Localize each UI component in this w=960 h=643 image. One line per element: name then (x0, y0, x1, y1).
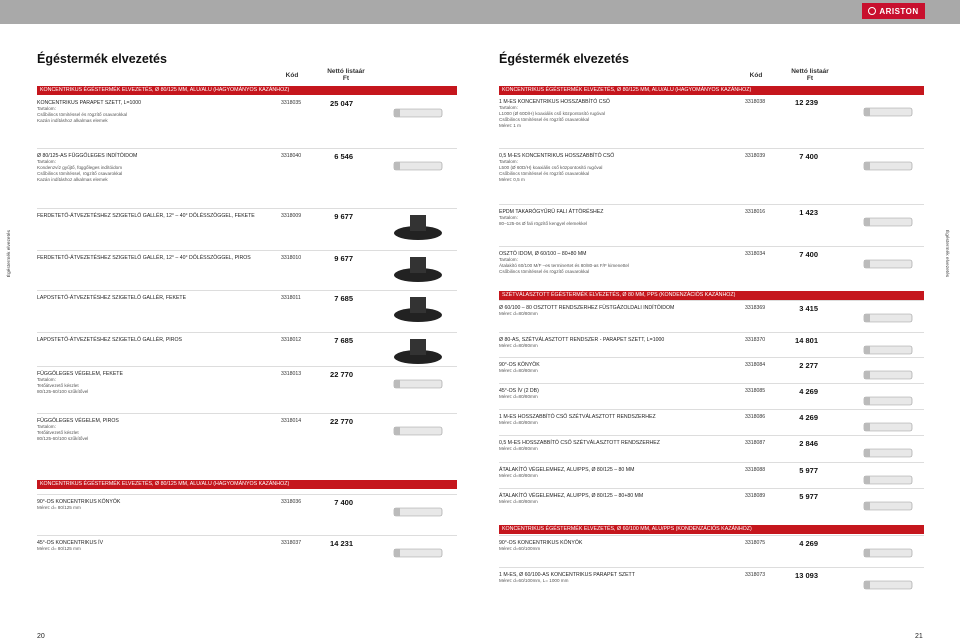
product-detail: L500 (Ø 60D/H) koaxiális cső központosító rugóval (499, 165, 603, 171)
product-image (858, 151, 918, 181)
product-image (858, 438, 918, 468)
product-code: 3318073 (745, 572, 766, 578)
product-name: 45°-OS KONCENTRIKUS ÍV (37, 540, 104, 546)
right-product-item (499, 572, 635, 584)
product-detail: Méret: d=60/100mm, L= 1000 mm (499, 578, 569, 584)
product-name: FERDETETŐ-ÁTVEZETÉSHEZ SZIGETELŐ GALLÉR, 12° – 40° DŐLÉSSZÖGGEL, FEKETE (37, 213, 255, 219)
product-name: FÜGGŐLEGES VÉGELEM, PIROS (37, 418, 119, 424)
left-product-item (37, 213, 255, 219)
row-separator (499, 246, 924, 247)
product-image (388, 497, 448, 527)
row-separator (37, 332, 457, 333)
product-code: 3318088 (745, 467, 766, 473)
product-price: 7 685 (334, 336, 353, 345)
product-detail: Méret: 0,5 m (499, 176, 525, 182)
product-image (858, 491, 918, 521)
product-price: 22 770 (330, 370, 353, 379)
product-price: 1 423 (799, 208, 818, 217)
product-code: 3318036 (281, 499, 302, 505)
product-detail: Méret: d=80/80mm (499, 420, 538, 426)
product-detail: Méret: d=80/80mm (499, 343, 538, 349)
product-image (858, 97, 918, 127)
section-band-right-3: KONCENTRIKUS ÉGÉSTERMÉK ELVEZETÉS, Ø 60/100 MM, ALU/PPS (KONDENZÁCIÓS KAZÁNHOZ) (499, 525, 924, 534)
product-code: 3318089 (745, 493, 766, 499)
product-detail: Méret: d= 80/125 mm (37, 546, 81, 552)
product-price: 4 269 (799, 539, 818, 548)
product-name: FERDETETŐ-ÁTVEZETÉSHEZ SZIGETELŐ GALLÉR, 12° – 40° DŐLÉSSZÖGGEL, PIROS (37, 255, 251, 261)
side-label-left: Égéstermék elvezetés (7, 230, 12, 278)
product-name: Ø 60/100 – 80 OSZTOTT RENDSZERHEZ FÜSTGÁZOLDALI INDÍTÓIDOM (499, 305, 675, 311)
product-name: LAPOSTETŐ-ÁTVEZETÉSHEZ SZIGETELŐ GALLÉR, FEKETE (37, 295, 187, 301)
product-price: 14 231 (330, 539, 353, 548)
product-detail: Méret: d=80/80mm (499, 394, 538, 400)
product-name: 1 M-ES, Ø 60/100-AS KONCENTRIKUS PARAPET SZETT (499, 572, 635, 578)
col-price-right: Nettó listaár Ft (791, 68, 829, 82)
product-code: 3318075 (745, 540, 766, 546)
row-separator (37, 250, 457, 251)
product-detail: Csőbilincs tömítéssel és rögzítő csavarokkal (499, 269, 590, 274)
left-product-item (37, 371, 123, 395)
product-price: 7 400 (799, 152, 818, 161)
product-name: FÜGGŐLEGES VÉGELEM, FEKETE (37, 371, 123, 377)
product-name: 1 M-ES KONCENTRIKUS HOSSZABBÍTÓ CSŐ (499, 99, 610, 105)
row-separator (499, 300, 924, 301)
product-name: Ø 80/125-AS FÜGGŐLEGES INDÍTÓIDOM (37, 153, 138, 159)
product-detail: Tetőátvezető készlet (37, 383, 79, 389)
left-product-item (37, 540, 103, 552)
top-bar (0, 0, 960, 24)
row-separator (499, 204, 924, 205)
product-detail: Méret: d=80/80mm (499, 499, 538, 505)
product-price: 7 685 (334, 294, 353, 303)
product-name: ÁTALAKÍTÓ VÉGELEMHEZ, ALU/PPS, Ø 80/125 – 80+80 MM (499, 493, 644, 499)
product-price: 25 047 (330, 99, 353, 108)
right-product-item (499, 540, 582, 552)
col-price-left: Nettó listaár Ft (327, 68, 365, 82)
page-title-right: Égéstermék elvezetés (499, 52, 629, 66)
product-name: OSZTÓ IDOM, Ø 60/100 – 80+80 MM (499, 251, 587, 257)
product-image (388, 98, 448, 128)
right-product-item (499, 337, 664, 349)
product-detail: 80/125-60/100 szűkítővel (37, 436, 89, 441)
product-image (858, 303, 918, 333)
product-price: 2 277 (799, 361, 818, 370)
right-product-item (499, 467, 634, 479)
product-code: 3318039 (745, 153, 766, 159)
right-product-item (499, 209, 603, 227)
product-image (388, 253, 448, 283)
product-code: 3318086 (745, 414, 766, 420)
product-image (858, 207, 918, 237)
product-detail: Méret: d=80/80mm (499, 368, 538, 374)
product-price: 22 770 (330, 417, 353, 426)
col-code-right: Kód (749, 72, 763, 79)
product-name: EPDM TAKARÓGYŰRŰ FALI ÁTTÖRÉSHEZ (499, 209, 604, 215)
row-separator (37, 290, 457, 291)
product-image (388, 211, 448, 241)
product-code: 3318011 (281, 295, 301, 301)
product-price: 4 269 (799, 387, 818, 396)
product-detail: L1000 (Ø 60D/H) koaxiális cső központosító rugóval (499, 111, 605, 117)
row-separator (37, 148, 457, 149)
right-product-item (499, 153, 614, 183)
product-detail: Tartalom: (37, 159, 56, 165)
product-detail: Méret: d=80/80mm (499, 311, 538, 317)
product-detail: Tartalom: (499, 105, 518, 111)
page-number-right: 21 (915, 633, 923, 640)
row-separator (499, 383, 924, 384)
product-detail: Méret: d= 80/125 mm (37, 505, 81, 511)
section-band-left-2: KONCENTRIKUS ÉGÉSTERMÉK ELVEZETÉS, Ø 80/125 MM, ALU/ALU (HAGYOMÁNYOS KAZÁNHOZ) (37, 480, 457, 489)
product-detail: Tartalom: (499, 159, 518, 165)
ariston-logo: ARISTON (862, 3, 925, 19)
left-product-item (37, 418, 119, 442)
row-separator (499, 409, 924, 410)
product-name: 90°-OS KONCENTRIKUS KÖNYÖK (37, 499, 121, 505)
product-code: 3318038 (745, 99, 766, 105)
left-product-item (37, 295, 186, 301)
product-image (388, 538, 448, 568)
product-detail: Tartalom: (37, 424, 56, 430)
section-band-left-1: KONCENTRIKUS ÉGÉSTERMÉK ELVEZETÉS, Ø 80/125 MM, ALU/ALU (HAGYOMÁNYOS KAZÁNHOZ) (37, 86, 457, 95)
product-code: 3318037 (281, 540, 302, 546)
ariston-logo-icon (868, 7, 876, 15)
right-product-item (499, 305, 674, 317)
right-product-item (499, 440, 660, 452)
product-price: 6 546 (334, 152, 353, 161)
product-code: 3318370 (745, 337, 766, 343)
product-name: 90°-OS KONCENTRIKUS KÖNYÖK (499, 540, 583, 546)
right-product-item (499, 414, 656, 426)
product-price: 7 400 (334, 498, 353, 507)
product-detail: Csőbilincs tömítéssel, rögzítő csavarokkal (37, 171, 123, 176)
product-code: 3318369 (745, 305, 766, 311)
row-separator (499, 462, 924, 463)
col-code-left: Kód (285, 72, 299, 79)
row-separator (37, 413, 457, 414)
side-label-right: Égéstermék elvezetés (944, 230, 949, 278)
left-product-item (37, 100, 141, 124)
product-price: 13 093 (795, 571, 818, 580)
product-code: 3318035 (281, 100, 302, 106)
row-separator (499, 332, 924, 333)
left-product-item (37, 255, 251, 261)
product-code: 3318040 (281, 153, 302, 159)
product-price: 9 677 (334, 254, 353, 263)
product-name: Ø 80-AS, SZÉTVÁLASZTOTT RENDSZER - PARAPET SZETT, L=1000 (499, 337, 665, 343)
product-detail: Átalakító 60/100 M/F –es terminertet és 80/80-as F/F kimenettel (499, 263, 629, 269)
product-detail: Csőbilincs tömítéssel és rögzítő csavarokkal (499, 117, 590, 122)
page-title-left: Égéstermék elvezetés (37, 52, 167, 66)
left-product-item (37, 499, 120, 511)
product-detail: Kazán indításhoz alkalmas elemek (37, 176, 108, 182)
left-product-item (37, 337, 182, 343)
product-code: 3318009 (281, 213, 302, 219)
right-product-item (499, 251, 629, 275)
product-detail: Tartalom: (37, 106, 56, 112)
product-detail: Tartalom: (499, 257, 518, 263)
product-name: 45°-OS ÍV (2 DB) (499, 388, 539, 394)
product-detail: Tetőátvezető készlet (37, 430, 79, 436)
product-price: 14 801 (795, 336, 818, 345)
product-name: KONCENTRIKUS PARAPET SZETT, L=1000 (37, 100, 142, 106)
product-code: 3318085 (745, 388, 766, 394)
product-image (858, 538, 918, 568)
right-product-item (499, 99, 610, 129)
product-price: 7 400 (799, 250, 818, 259)
product-code: 3318034 (745, 251, 766, 257)
product-name: 1 M-ES HOSSZABBÍTÓ CSŐ SZÉTVÁLASZTOTT RENDSZERHEZ (499, 414, 656, 420)
row-separator (499, 488, 924, 489)
product-image (388, 369, 448, 399)
left-product-item (37, 153, 137, 183)
product-image (858, 570, 918, 600)
product-name: 0,5 M-ES HOSSZABBÍTÓ CSŐ SZÉTVÁLASZTOTT RENDSZERHEZ (499, 440, 660, 446)
right-product-item (499, 362, 540, 374)
product-detail: Méret: 1 m (499, 122, 521, 128)
row-separator (37, 535, 457, 536)
product-detail: Méret: d=80/80mm (499, 473, 538, 479)
product-detail: 80/125-60/100 szűkítővel (37, 389, 89, 394)
row-separator (499, 357, 924, 358)
product-detail: Tartalom: (499, 215, 518, 221)
product-detail: Csőbilincs tömítéssel és rögzítő csavarokkal (37, 112, 128, 118)
product-code: 3318016 (745, 209, 766, 215)
product-detail: Tartalom: (37, 377, 56, 383)
product-detail: Kondenzvíz gyűjtő, függőleges indítóidom (37, 165, 123, 171)
row-separator (499, 567, 924, 568)
product-price: 4 269 (799, 413, 818, 422)
product-price: 5 977 (799, 492, 818, 501)
product-price: 9 677 (334, 212, 353, 221)
row-separator (37, 366, 457, 367)
product-code: 3318087 (745, 440, 766, 446)
right-product-item (499, 388, 539, 400)
product-detail: Csőbilincs tömítéssel és rögzítő csavarokkal (499, 171, 590, 176)
section-band-right-2: SZÉTVÁLASZTOTT ÉGÉSTERMÉK ELVEZETÉS, Ø 80 MM, PPS (KONDENZÁCIÓS KAZÁNHOZ) (499, 291, 924, 300)
product-image (388, 416, 448, 446)
product-price: 12 239 (795, 98, 818, 107)
product-name: LAPOSTETŐ-ÁTVEZETÉSHEZ SZIGETELŐ GALLÉR, PIROS (37, 337, 182, 343)
product-detail: 80–125-ös Ø fali rögzítő kengyel elemekkel (499, 221, 588, 227)
product-name: ÁTALAKÍTÓ VÉGELEMHEZ, ALU/PPS, Ø 80/125 – 80 MM (499, 467, 635, 473)
product-code: 3318013 (281, 371, 302, 377)
product-code: 3318084 (745, 362, 766, 368)
row-separator (37, 494, 457, 495)
row-separator (37, 208, 457, 209)
product-image (858, 249, 918, 279)
page-number-left: 20 (37, 633, 45, 640)
row-separator (499, 435, 924, 436)
product-detail: Kazán indításhoz alkalmas elemek (37, 118, 108, 123)
product-name: 90°-OS KÖNYÖK (499, 362, 540, 368)
product-price: 3 415 (799, 304, 818, 313)
product-name: 0,5 M-ES KONCENTRIKUS HOSSZABBÍTÓ CSŐ (499, 153, 615, 159)
product-detail: Méret: d=60/100mm (499, 546, 541, 552)
product-image (388, 335, 448, 365)
product-image (388, 151, 448, 181)
product-price: 2 846 (799, 439, 818, 448)
row-separator (499, 535, 924, 536)
product-code: 3318014 (281, 418, 302, 424)
product-code: 3318010 (281, 255, 302, 261)
section-band-right-1: KONCENTRIKUS ÉGÉSTERMÉK ELVEZETÉS, Ø 80/125 MM, ALU/ALU (HAGYOMÁNYOS KAZÁNHOZ) (499, 86, 924, 95)
row-separator (499, 148, 924, 149)
right-product-item (499, 493, 643, 505)
product-code: 3318012 (281, 337, 302, 343)
product-image (388, 293, 448, 323)
product-detail: Méret: d=80/80mm (499, 446, 538, 452)
product-price: 5 977 (799, 466, 818, 475)
